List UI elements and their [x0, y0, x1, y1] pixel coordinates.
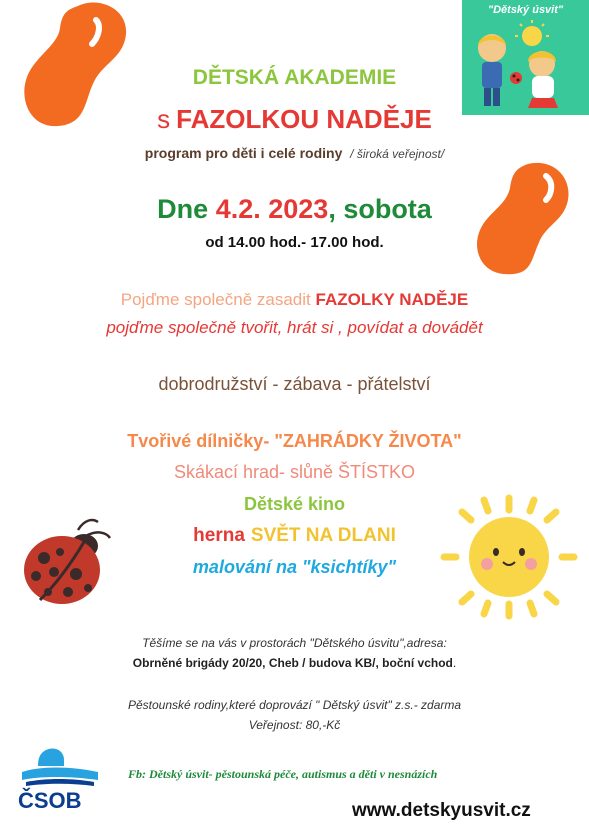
event-time: od 14.00 hod.- 17.00 hod.	[205, 234, 384, 251]
program-main: program pro děti i celé rodiny	[144, 145, 343, 161]
activity-herna-red: herna	[193, 525, 245, 546]
date-prefix: Dne	[157, 194, 209, 224]
info-verejnost: Veřejnost: 80,-Kč	[248, 718, 341, 732]
info-address	[0, 656, 589, 670]
csob-text: ČSOB	[18, 788, 82, 813]
title-line2-prefix: s	[157, 104, 171, 134]
activity-kino: Dětské kino	[243, 494, 346, 514]
values-line: dobrodružství - zábava - přátelství	[158, 374, 431, 394]
activity-dilnicky: Tvořivé dílničky- "ZAHRÁDKY ŽIVOTA"	[127, 431, 462, 451]
website-link[interactable]: www.detskyusvit.cz	[352, 800, 531, 821]
invite-line2: pojďme společně tvořit, hrát si , povídat a dovádět	[106, 318, 483, 337]
csob-logo-icon	[20, 746, 100, 788]
program-note: / široká veřejnost/	[350, 147, 445, 161]
info-tesime: Těšíme se na vás v prostorách "Dětského úsvitu",adresa:	[142, 636, 447, 650]
invite-line1-bold: FAZOLKY NADĚJE	[315, 290, 469, 309]
title-line1: DĚTSKÁ AKADEMIE	[192, 66, 397, 89]
date-value: 4.2. 2023	[215, 194, 329, 224]
activity-malovani: malování na "ksichtíky"	[192, 557, 397, 577]
invite-line1-plain: Pojďme společně zasadit	[120, 290, 311, 309]
activity-hrad: Skákací hrad- slůně ŠTÍSTKO	[173, 462, 416, 482]
title-line2	[0, 104, 589, 135]
facebook-line: Fb: Dětský úsvit- pěstounská péče, autismus a děti v nesnázích	[128, 767, 438, 781]
logo-text: "Dětský úsvit"	[487, 4, 564, 16]
info-pestounske: Pěstounské rodiny,které doprovází " Dětský úsvit" z.s.- zdarma	[127, 698, 462, 712]
sun-icon	[440, 492, 578, 622]
program-line	[0, 145, 589, 161]
event-date	[0, 194, 589, 225]
date-day: , sobota	[328, 194, 432, 224]
activity-herna-yellow: SVĚT NA DLANI	[250, 525, 396, 546]
info-address-main: Obrněné brigády 20/20, Cheb / budova KB/, boční vchod	[132, 656, 453, 670]
info-address-end: .	[452, 656, 457, 670]
title-line2-main: FAZOLKOU NADĚJE	[176, 104, 432, 134]
ladybug-icon	[14, 512, 124, 612]
invite-line1	[0, 290, 589, 310]
